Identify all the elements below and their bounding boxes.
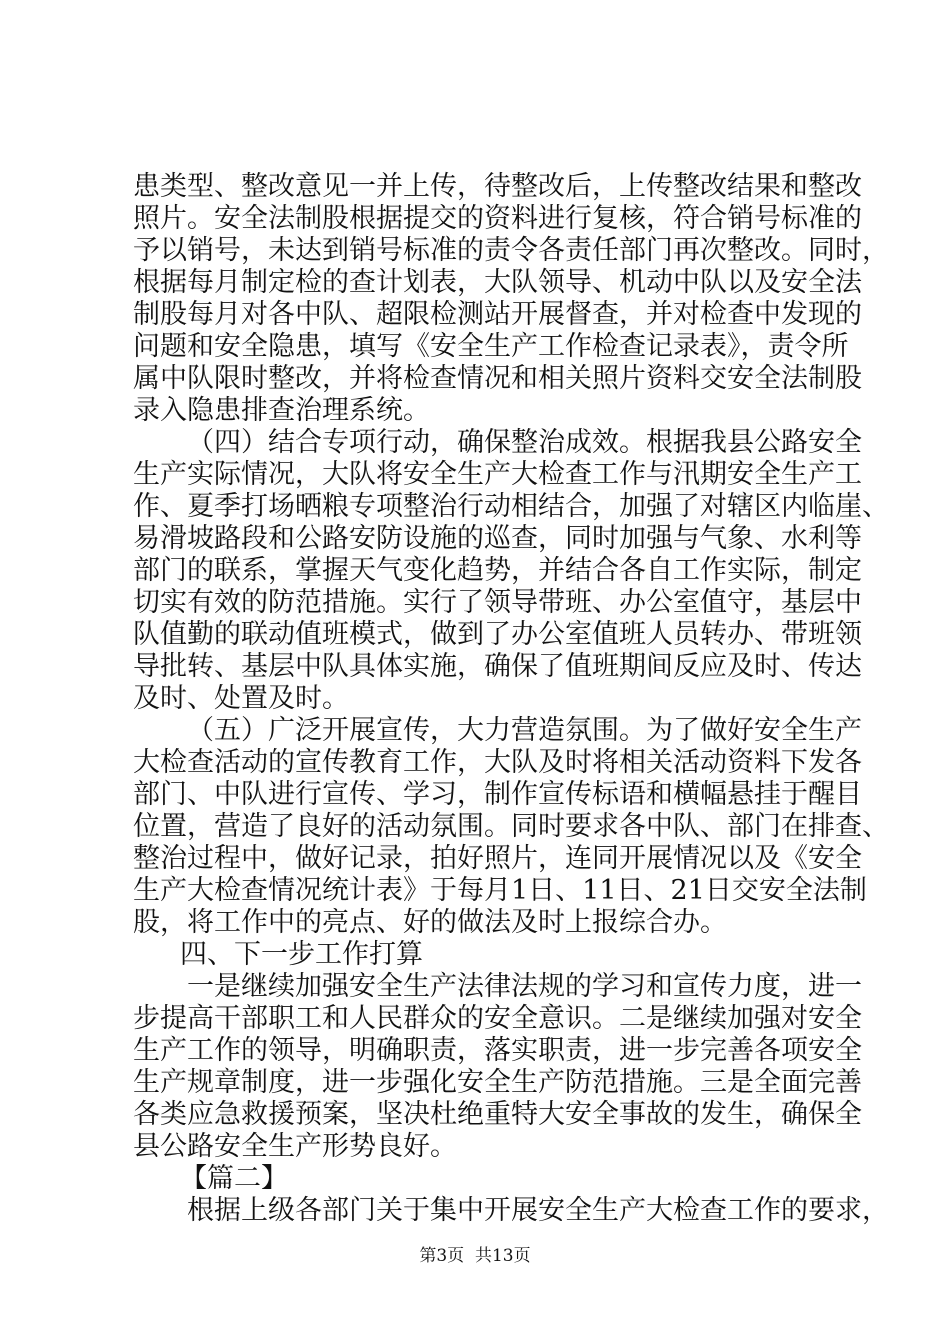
paragraph-heading-4: （四）结合专项行动，确保整治成效。根据我县公路安全 [187, 427, 862, 458]
text-line: 作、夏季打场晒粮专项整治行动相结合，加强了对辖区内临崖、 [133, 491, 889, 522]
text-line: 县公路安全生产形势良好。 [133, 1131, 457, 1162]
page-footer: 第3页 共13页 [419, 1246, 531, 1266]
text-line: 易滑坡路段和公路安防设施的巡查，同时加强与气象、水利等 [133, 523, 862, 554]
text-line: 部门的联系，掌握天气变化趋势，并结合各自工作实际，制定 [133, 555, 862, 586]
text-line: 根据每月制定检的查计划表，大队领导、机动中队以及安全法 [133, 267, 862, 298]
text-line: 股，将工作中的亮点、好的做法及时上报综合办。 [133, 907, 727, 938]
section-heading: 四、下一步工作打算 [180, 939, 423, 970]
text-line: 根据上级各部门关于集中开展安全生产大检查工作的要求， [187, 1195, 889, 1226]
text-line: 位置，营造了良好的活动氛围。同时要求各中队、部门在排查、 [133, 811, 889, 842]
text-line: 切实有效的防范措施。实行了领导带班、办公室值守，基层中 [133, 587, 862, 618]
text-line: 属中队限时整改，并将检查情况和相关照片资料交安全法制股 [133, 363, 862, 394]
text-line: 制股每月对各中队、超限检测站开展督查，并对检查中发现的 [133, 299, 862, 330]
text-line: 照片。安全法制股根据提交的资料进行复核，符合销号标准的 [133, 203, 862, 234]
text-line: 录入隐患排查治理系统。 [133, 395, 430, 426]
text-line: 大检查活动的宣传教育工作，大队及时将相关活动资料下发各 [133, 747, 862, 778]
text-line: 各类应急救援预案，坚决杜绝重特大安全事故的发生，确保全 [133, 1099, 862, 1130]
text-line: 队值勤的联动值班模式，做到了办公室值班人员转办、带班领 [133, 619, 862, 650]
text-line: 部门、中队进行宣传、学习，制作宣传标语和横幅悬挂于醒目 [133, 779, 862, 810]
text-line: 导批转、基层中队具体实施，确保了值班期间反应及时、传达 [133, 651, 862, 682]
text-line: 及时、处置及时。 [133, 683, 349, 714]
text-line: 步提高干部职工和人民群众的安全意识。二是继续加强对安全 [133, 1003, 862, 1034]
text-line: 生产工作的领导，明确职责，落实职责，进一步完善各项安全 [133, 1035, 862, 1066]
paragraph-heading-5: （五）广泛开展宣传，大力营造氛围。为了做好安全生产 [187, 715, 862, 746]
text-line: 生产大检查情况统计表》于每月1日、11日、21日交安全法制 [133, 875, 867, 906]
text-line: 生产规章制度，进一步强化安全生产防范措施。三是全面完善 [133, 1067, 862, 1098]
text-line: 问题和安全隐患，填写《安全生产工作检查记录表》，责令所 [133, 331, 849, 362]
text-line: 整治过程中，做好记录，拍好照片，连同开展情况以及《安全 [133, 843, 862, 874]
part-heading: 【篇二】 [180, 1163, 288, 1194]
text-line: 予以销号，未达到销号标准的责令各责任部门再次整改。同时， [133, 235, 889, 266]
text-line: 生产实际情况，大队将安全生产大检查工作与汛期安全生产工 [133, 459, 862, 490]
text-line: 患类型、整改意见一并上传，待整改后，上传整改结果和整改 [133, 171, 862, 202]
text-line: 一是继续加强安全生产法律法规的学习和宣传力度，进一 [187, 971, 862, 1002]
